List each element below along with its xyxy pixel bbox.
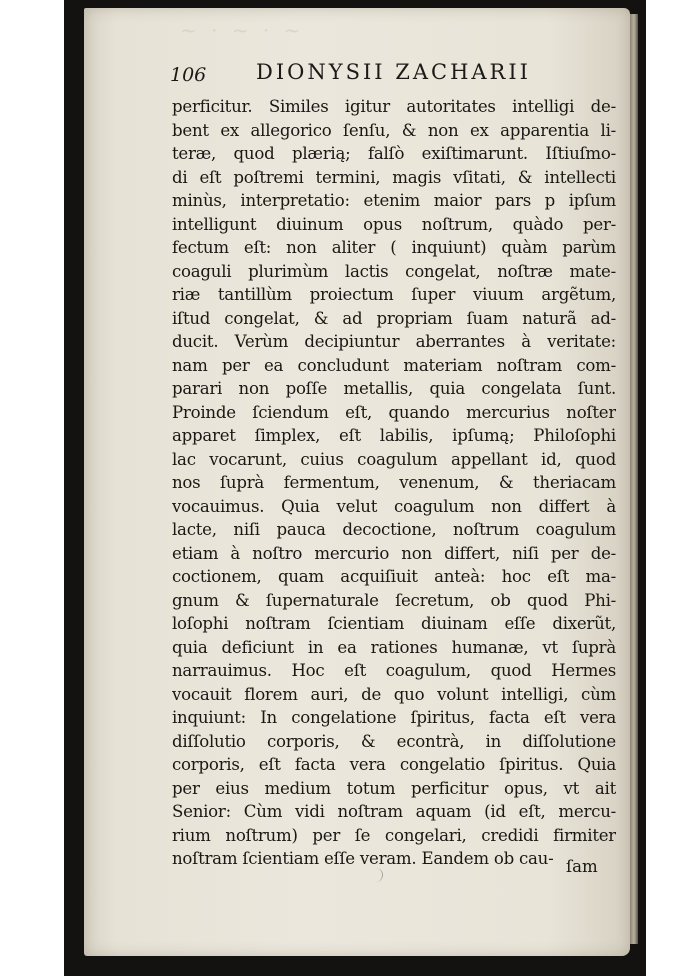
page-fore-edge: [630, 14, 638, 944]
text-line: etiam à noſtro mercurio non differt, niſi per de-: [172, 543, 616, 563]
text-line: narrauimus. Hoc eſt coagulum, quod Hermes: [172, 661, 616, 680]
text-line: perficitur. Similes igitur autoritates intelligi de-: [172, 97, 616, 116]
text-line: riæ tantillùm proiectum ſuper viuum argẽtum,: [172, 285, 616, 304]
text-line: Senior: Cùm vidi noſtram aquam (id eſt, mercu-: [172, 802, 616, 821]
text-line: teræ, quod plærią; falſò exiſtimarunt. Iſtiuſmo-: [172, 144, 616, 163]
running-head: DIONYSII ZACHARII: [256, 60, 531, 84]
text-line: nam per ea concludunt materiam noſtram com-: [172, 355, 616, 375]
page-number: 106: [170, 64, 207, 86]
text-line: lac vocarunt, cuius coagulum appellant id, quod: [172, 449, 616, 469]
text-line: di eſt poſtremi termini, magis vſitati, & intellecti: [172, 167, 616, 187]
text-line: iſtud congelat, & ad propriam ſuam naturã ad-: [172, 308, 616, 328]
text-line: loſophi noſtram ſcientiam diuinam eſſe dixerũt,: [172, 614, 616, 633]
text-line: noſtram ſcientiam eſſe veram. Eandem ob cau-: [172, 849, 554, 868]
show-through-bleed: ~ · ~ · ~: [180, 18, 305, 42]
text-line: parari non poſſe metallis, quia congelata ſunt.: [172, 379, 616, 398]
text-line: per eius medium totum perficitur opus, vt ait: [172, 778, 616, 798]
text-line: rium noſtrum) per ſe congelari, credidi firmiter: [172, 825, 616, 845]
text-line: minùs, interpretatio: etenim maior pars p ipſum: [172, 191, 616, 210]
page-header: [170, 60, 620, 96]
catchword: ſam: [566, 857, 598, 876]
text-line: intelligunt diuinum opus noſtrum, quàdo per-: [172, 214, 616, 234]
text-line: apparet ſimplex, eſt labilis, ipſumą; Philoſophi: [172, 426, 616, 445]
text-line: inquiunt: In congelatione ſpiritus, facta eſt vera: [172, 708, 616, 727]
text-line: ducit. Verùm decipiuntur aberrantes à veritate:: [172, 332, 616, 351]
text-line: coctionem, quam acquiſiuit anteà: hoc eſt ma-: [172, 567, 616, 586]
text-line: diſſolutio corporis, & econtrà, in diſſolutione: [172, 731, 616, 751]
text-line: nos ſuprà fermentum, venenum, & theriacam: [172, 473, 616, 492]
body-text: [172, 95, 616, 871]
text-line: gnum & ſupernaturale ſecretum, ob quod Phi-: [172, 590, 616, 610]
text-line: fectum eſt: non aliter ( inquiunt) quàm parùm: [172, 238, 616, 257]
text-line: vocauimus. Quia velut coagulum non differt à: [172, 496, 616, 516]
text-line: bent ex allegorico ſenſu, & non ex apparentia li-: [172, 120, 616, 140]
text-line: lacte, niſi pauca decoctione, noſtrum coagulum: [172, 520, 616, 539]
text-line: Proinde ſciendum eſt, quando mercurius noſter: [172, 402, 616, 422]
text-line: quia deficiunt in ea rationes humanæ, vt ſuprà: [172, 637, 616, 657]
text-line: coaguli plurimùm lactis congelat, noſtræ mate-: [172, 261, 616, 281]
text-line: vocauit florem auri, de quo volunt intelligi, cùm: [172, 684, 616, 704]
text-line: corporis, eſt facta vera congelatio ſpiritus. Quia: [172, 755, 616, 774]
